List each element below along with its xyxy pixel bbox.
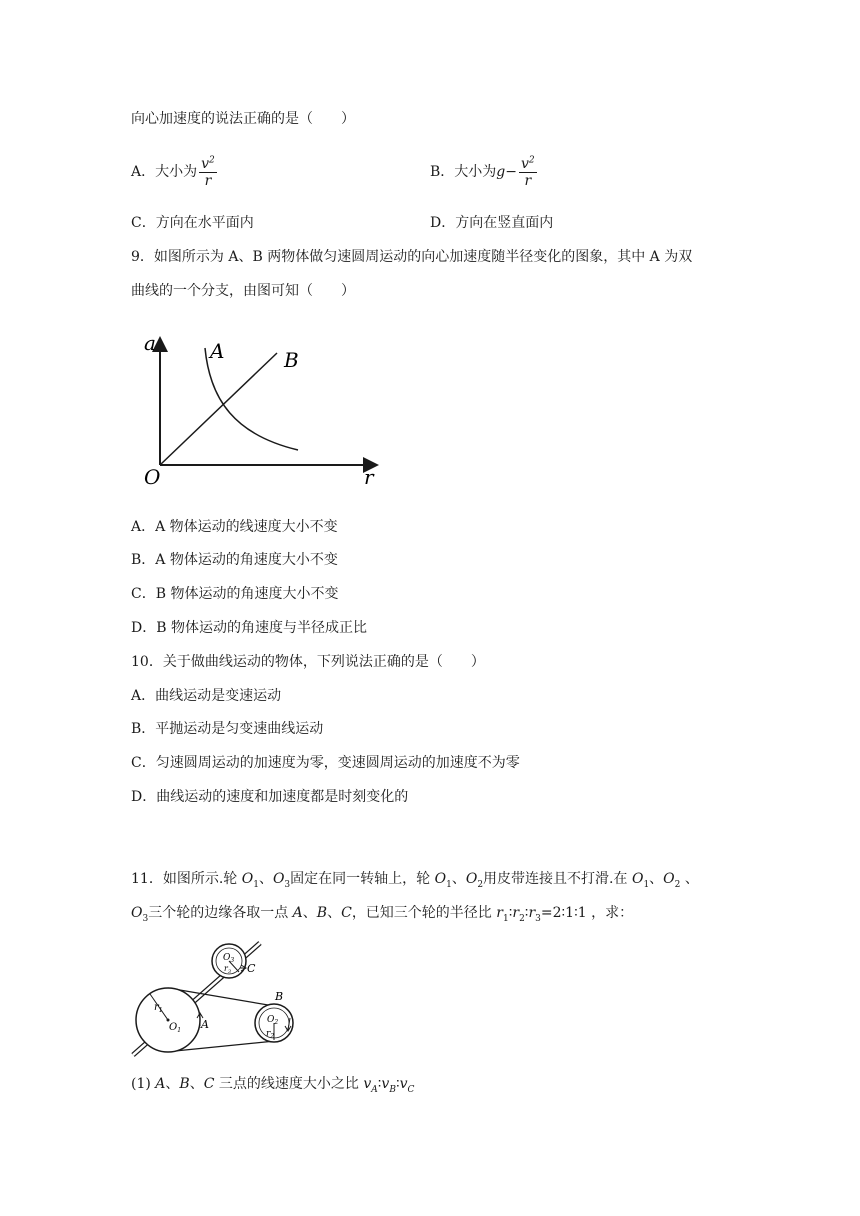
label-r1: $r_1$	[154, 1002, 163, 1014]
q8-option-b-label: B．大小为	[430, 164, 497, 180]
q11-stem-line1: 11．如图所示.轮 $O_1$、$O_3$固定在同一转轴上，轮 $O_1$、$O_2$用皮带连接且不打滑.在 $O_1$、$O_2$ 、	[131, 871, 699, 890]
q9-option-d: D．B 物体运动的角速度与半径成正比	[131, 620, 367, 636]
q8-option-b: B．大小为g− $\frac{v^2}{r}$	[430, 154, 535, 189]
q11-pulley-diagram	[128, 938, 308, 1060]
origin-label: O	[144, 465, 161, 489]
label-o1: $O_1$	[169, 1022, 182, 1034]
q10-option-a: A．曲线运动是变速运动	[131, 688, 282, 704]
q11-subquestion-1: (1) A、B、C 三点的线速度大小之比 $v_A∶v_B∶v_C$	[131, 1076, 415, 1095]
q8-option-d: D．方向在竖直面内	[430, 215, 554, 231]
q8-option-c: C．方向在水平面内	[131, 215, 254, 231]
label-c: C	[247, 962, 256, 975]
q10-option-c: C．匀速圆周运动的加速度为零，变速圆周运动的加速度不为零	[131, 755, 520, 771]
q8-option-a-label: A．大小为	[131, 164, 198, 180]
q9-stem-line2: 曲线的一个分支，由图可知（ ）	[131, 283, 355, 299]
q8-stem-tail: 向心加速度的说法正确的是（ ）	[131, 111, 355, 127]
q9-acceleration-radius-graph	[140, 330, 390, 490]
label-r3: $r_3$	[224, 964, 232, 975]
q9-option-b: B．A 物体运动的角速度大小不变	[131, 552, 338, 568]
label-b: B	[275, 990, 284, 1003]
q11-stem-line2: $O_3$三个轮的边缘各取一点 A、B、C，已知三个轮的半径比 $r_1∶r_2∶r_3=2∶1∶1$ ，求：	[131, 905, 634, 924]
q8-option-a	[131, 152, 217, 192]
label-a: A	[201, 1018, 209, 1031]
v2-over-r-fraction: $\frac{v^2}{r}$	[201, 154, 215, 189]
curve-a-label: A	[210, 339, 225, 363]
label-r2: $r_2$	[266, 1029, 275, 1040]
label-o3: $O_3$	[223, 953, 235, 964]
label-o2: $O_2$	[267, 1015, 279, 1026]
v2-over-r-fraction: $\frac{v^2}{r}$	[521, 154, 535, 189]
q9-stem-line1: 9．如图所示为 A、B 两物体做匀速圆周运动的向心加速度随半径变化的图象，其中 A 为双	[131, 249, 693, 265]
line-b-label: B	[284, 348, 299, 372]
q10-option-d: D．曲线运动的速度和加速度都是时刻变化的	[131, 789, 409, 805]
q10-option-b: B．平抛运动是匀变速曲线运动	[131, 721, 324, 737]
q9-option-a: A．A 物体运动的线速度大小不变	[131, 519, 338, 535]
line-b	[160, 353, 277, 465]
q10-stem: 10．关于做曲线运动的物体，下列说法正确的是（ ）	[131, 654, 485, 670]
y-axis-label: a	[144, 331, 156, 355]
q9-option-c: C．B 物体运动的角速度大小不变	[131, 586, 339, 602]
x-axis-label: r	[364, 465, 374, 489]
